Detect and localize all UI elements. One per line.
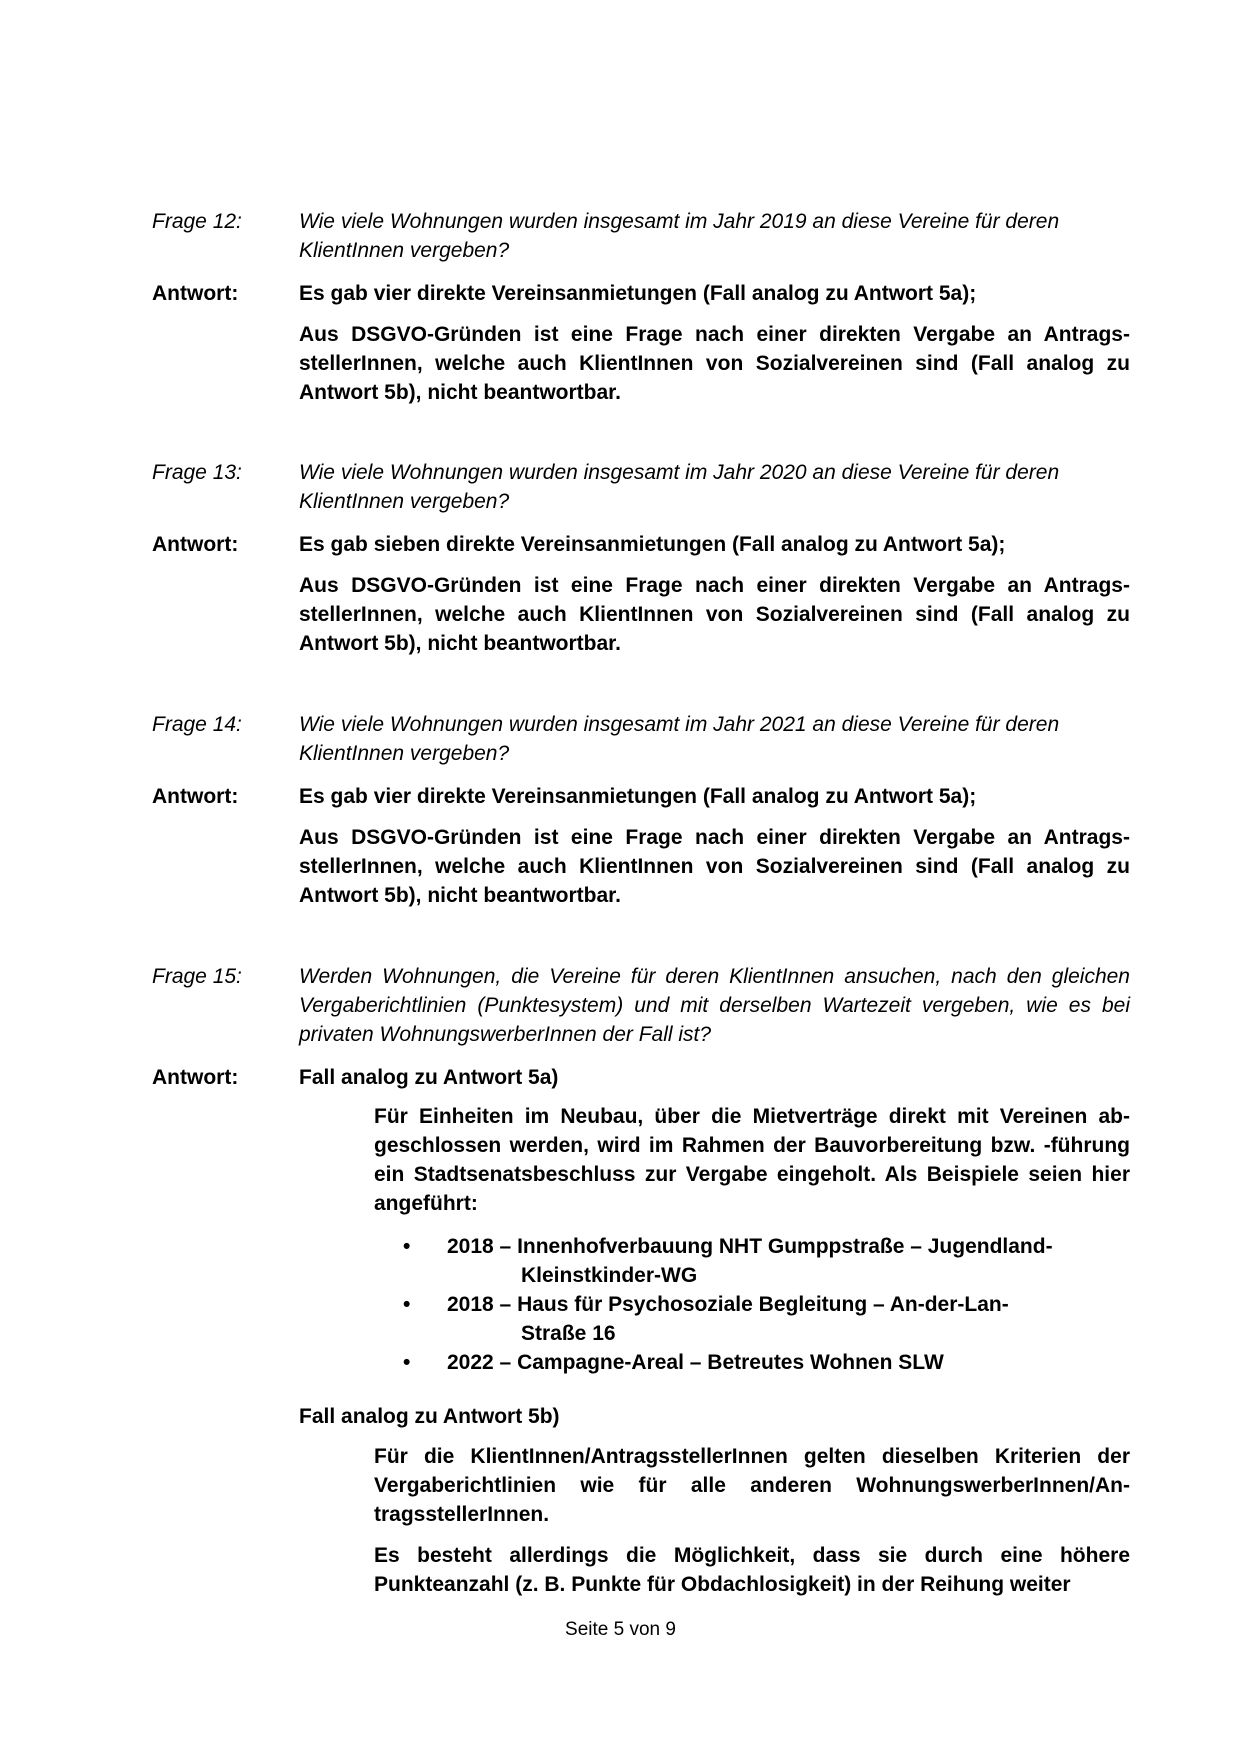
list-item-line1: 2018 – Innenhofverbauung NHT Gumppstraße – Jugendland- <box>447 1235 1053 1258</box>
list-item-line2: Kleinstkinder-WG <box>521 1264 698 1287</box>
list-item-line1: 2022 – Campagne-Areal – Betreutes Wohnen SLW <box>447 1351 944 1374</box>
question-label: Frage 12: <box>152 210 242 233</box>
case-b-text-2: Es besteht allerdings die Möglichkeit, dass sie durch eine höhere Punkteanzahl (z. B. Punkte für Obdachlosigkeit) in der Reihung weiter <box>374 1544 1130 1596</box>
answer-text: Es gab vier direkte Vereinsanmietungen (Fall analog zu Antwort 5a); <box>299 785 977 808</box>
answer-label: Antwort: <box>152 785 239 808</box>
question-label: Frage 14: <box>152 713 242 736</box>
bullet-icon: • <box>403 1351 411 1374</box>
answer-label: Antwort: <box>152 1066 239 1089</box>
answer-13-detail: Aus DSGVO-Gründen ist eine Frage nach einer direkten Vergabe an AntragsstellerInnen, welche auch KlientInnen von Sozialvereinen sind (Fall analog zu Antwort 5b), nicht beantwortbar. <box>299 574 1130 655</box>
case-a-text: Für Einheiten im Neubau, über die Mietverträge direkt mit Vereinen abgeschlossen werden, wird im Rahmen der Bauvorbereitung bzw. -führung ein Stadtsenatsbeschluss zur Vergabe eingeholt. Als Beispiele seien hier angeführt: <box>374 1105 1130 1215</box>
case-b-heading: Fall analog zu Antwort 5b) <box>299 1405 560 1428</box>
question-text: Werden Wohnungen, die Vereine für deren KlientInnen ansuchen, nach den gleichen Vergaberichtlinien (Punktesystem) und mit derselben Wartezeit vergeben, wie es bei privaten WohnungswerberInnen der Fall ist? <box>299 965 1130 1046</box>
list-item-line1: 2018 – Haus für Psychosoziale Begleitung – An-der-Lan- <box>447 1293 1009 1316</box>
question-label: Frage 15: <box>152 965 242 988</box>
question-text: Wie viele Wohnungen wurden insgesamt im Jahr 2019 an diese Vereine für deren KlientInnen vergeben? <box>299 210 1060 262</box>
bullet-icon: • <box>403 1235 411 1258</box>
answer-label: Antwort: <box>152 282 239 305</box>
list-item-line2: Straße 16 <box>521 1322 616 1345</box>
answer-text: Es gab vier direkte Vereinsanmietungen (Fall analog zu Antwort 5a); <box>299 282 977 305</box>
case-a-heading: Fall analog zu Antwort 5a) <box>299 1066 559 1089</box>
question-text: Wie viele Wohnungen wurden insgesamt im Jahr 2021 an diese Vereine für deren KlientInnen vergeben? <box>299 713 1060 765</box>
bullet-icon: • <box>403 1293 411 1316</box>
answer-14-detail: Aus DSGVO-Gründen ist eine Frage nach einer direkten Vergabe an AntragsstellerInnen, welche auch KlientInnen von Sozialvereinen sind (Fall analog zu Antwort 5b), nicht beantwortbar. <box>299 826 1130 907</box>
case-b-text-1: Für die KlientInnen/AntragsstellerInnen gelten dieselben Kriterien der Vergaberichtlinien wie für alle anderen WohnungswerberInnen/AntragsstellerInnen. <box>374 1445 1130 1526</box>
answer-text: Es gab sieben direkte Vereinsanmietungen (Fall analog zu Antwort 5a); <box>299 533 1006 556</box>
answer-label: Antwort: <box>152 533 239 556</box>
question-text: Wie viele Wohnungen wurden insgesamt im Jahr 2020 an diese Vereine für deren KlientInnen vergeben? <box>299 461 1060 513</box>
question-label: Frage 13: <box>152 461 242 484</box>
answer-12-detail: Aus DSGVO-Gründen ist eine Frage nach einer direkten Vergabe an AntragsstellerInnen, welche auch KlientInnen von Sozialvereinen sind (Fall analog zu Antwort 5b), nicht beantwortbar. <box>299 323 1130 404</box>
page-number: Seite 5 von 9 <box>565 1619 676 1640</box>
